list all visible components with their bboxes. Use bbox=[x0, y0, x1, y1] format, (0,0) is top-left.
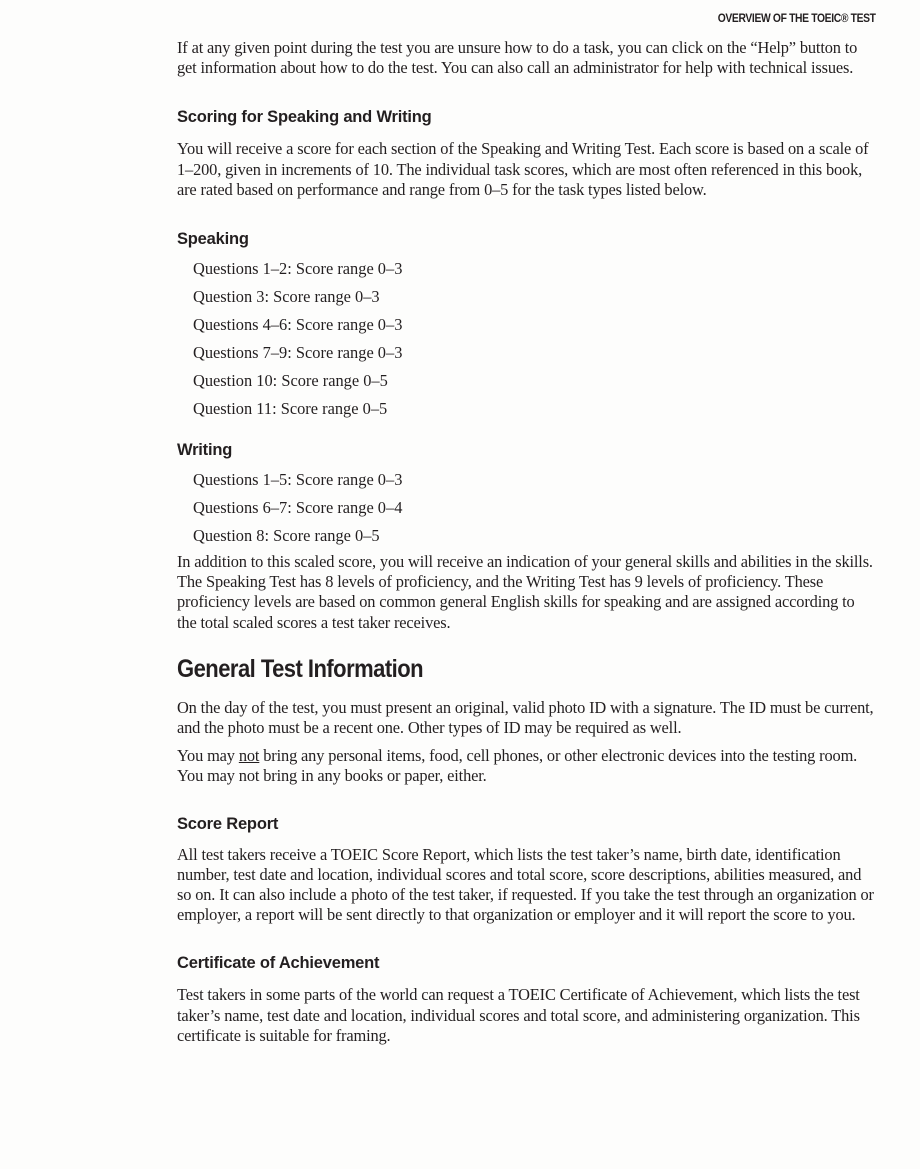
writing-score-list bbox=[177, 470, 877, 554]
underlined-not: not bbox=[238, 746, 260, 766]
general-paragraph-2-start: You may bbox=[177, 746, 239, 766]
intro-paragraph: If at any given point during the test you are unsure how to do a task, you can click on the “Help” button to get information about how to do the test. You can also call an administrator for help with technical issues. bbox=[177, 38, 858, 78]
running-head: OVERVIEW OF THE TOEIC® TEST bbox=[718, 11, 876, 25]
general-info-heading: General Test Information bbox=[177, 654, 424, 683]
scoring-closing-paragraph: In addition to this scaled score, you will receive an indication of your general skills and abilities in the skills. The Speaking Test has 8 levels of proficiency, and the Writing Test has 9 levels of proficiency. These proficiency levels are based on common general English skills for speaking and are assigned according to the total scaled scores a test taker receives. bbox=[177, 552, 873, 632]
list-item: Questions 1–5: Score range 0–3 bbox=[193, 470, 403, 490]
speaking-score-list bbox=[177, 259, 877, 427]
general-paragraph-2 bbox=[177, 746, 877, 786]
general-paragraph-1: On the day of the test, you must present an original, valid photo ID with a signature. The ID must be current, and the photo must be a recent one. Other types of ID may be required as well. bbox=[177, 697, 874, 738]
list-item: Questions 6–7: Score range 0–4 bbox=[193, 498, 403, 518]
list-item: Questions 1–2: Score range 0–3 bbox=[193, 259, 403, 279]
scoring-paragraph: You will receive a score for each section of the Speaking and Writing Test. Each score is based on a scale of 1–200, given in increments of 10. The individual task scores, which are most often referenced in this book, are rated based on performance and range from 0–5 for the task types listed below. bbox=[177, 139, 869, 199]
writing-heading: Writing bbox=[177, 441, 233, 460]
list-item: Questions 7–9: Score range 0–3 bbox=[193, 343, 403, 363]
score-report-heading: Score Report bbox=[177, 814, 279, 833]
certificate-paragraph: Test takers in some parts of the world can request a TOEIC Certificate of Achievement, which lists the test taker’s name, test date and location, individual scores and total score, and administering organization. This certificate is suitable for framing. bbox=[177, 985, 860, 1045]
page-content bbox=[177, 38, 877, 1046]
general-paragraph-2-end: bring any personal items, food, cell phones, or other electronic devices into the testing room. You may not bring in any books or paper, either. bbox=[177, 746, 858, 786]
list-item: Question 8: Score range 0–5 bbox=[193, 526, 380, 546]
speaking-heading: Speaking bbox=[177, 230, 249, 249]
list-item: Question 11: Score range 0–5 bbox=[193, 399, 388, 419]
scoring-heading: Scoring for Speaking and Writing bbox=[177, 108, 432, 127]
list-item: Question 3: Score range 0–3 bbox=[193, 287, 380, 307]
score-report-paragraph: All test takers receive a TOEIC Score Report, which lists the test taker’s name, birth date, identification number, test date and location, individual scores and total score, score descriptions, abilities measured, and so on. It can also include a photo of the test taker, if requested. If you take the test through an organization or employer, a report will be sent directly to that organization or employer and it will report the score to you. bbox=[177, 844, 874, 925]
list-item: Questions 4–6: Score range 0–3 bbox=[193, 315, 403, 335]
certificate-heading: Certificate of Achievement bbox=[177, 954, 380, 973]
list-item: Question 10: Score range 0–5 bbox=[193, 371, 388, 391]
